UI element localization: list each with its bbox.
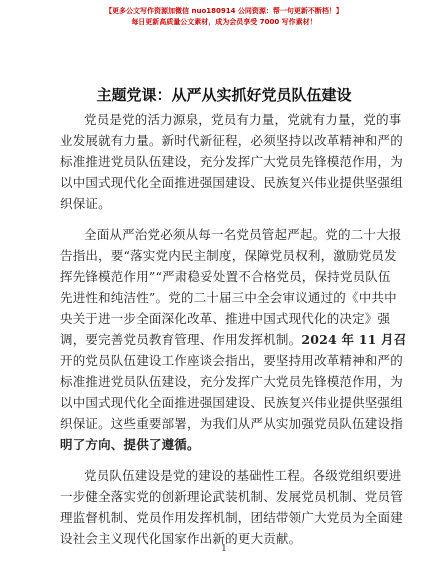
- text-line: 织保证。: [60, 196, 111, 211]
- text-segment: 调，要完善党员教育管理、作用发挥机制。: [60, 332, 302, 347]
- watermark-banner: [0, 6, 448, 28]
- text-line: 一步健全落实党的创新理论武装机制、发展党员机制、党员管: [60, 489, 403, 504]
- text-line: 织保证。这些重要部署，为我们从严从实加强党员队伍建设指: [60, 416, 403, 431]
- document-body: [60, 109, 407, 549]
- text-line: 央关于进一步全面深化改革、推进中国式现代化的决定》强: [60, 311, 391, 326]
- text-line: 理监督机制、党员作用发挥机制，团结带领广大党员为全面建: [60, 510, 403, 525]
- text-line: 以中国式现代化全面推进强国建设、民族复兴伟业提供坚强组: [60, 175, 403, 190]
- text-line: 先进性和纯洁性”。党的二十届三中全会审议通过的《中共中: [60, 290, 397, 305]
- text-line: 业发展就有力量。新时代新征程，必须坚持以改革精神和严的: [60, 133, 403, 148]
- text-line: 标准推进党员队伍建设，充分发挥广大党员先锋模范作用，为: [60, 154, 403, 169]
- page-title: 主题党课：从严从实抓好党员队伍建设: [96, 86, 352, 104]
- banner-line-1: 【更多公文写作资源加微信 nuo180914 公同资源：帮一句更新不断档！】: [105, 7, 343, 15]
- text-line: 告指出，要“落实党内民主制度，保障党员权利，激励党员发: [60, 248, 397, 263]
- text-line: 开的党员队伍建设工作座谈会指出，要坚持用改革精神和严的: [60, 353, 403, 368]
- text-line: 党员队伍建设是党的建设的基础性工程。各级党组织要进: [84, 468, 402, 483]
- text-line: 以中国式现代化全面推进强国建设、民族复兴伟业提供坚强组: [60, 395, 403, 410]
- text-line: 挥先锋模范作用”“严肃稳妥处置不合格党员，保持党员队伍: [60, 269, 391, 284]
- bold-date-phrase: 2024 年 11 月召: [301, 332, 407, 347]
- text-line: 标准推进党员队伍建设，充分发挥广大党员先锋模范作用，为: [60, 374, 403, 389]
- text-line: 全面从严治党必须从每一名党员管起严起。党的二十大报: [84, 227, 402, 242]
- paragraph-1: [60, 109, 403, 214]
- banner-line-2: 每日更新高质量公文素材，成为会员享受 7000 写作素材！: [131, 18, 317, 26]
- text-line: [60, 329, 407, 350]
- text-line: 设社会主义现代化国家作出新的更大贡献。: [60, 531, 302, 546]
- page-number: 1: [221, 544, 227, 554]
- paragraph-3: [60, 465, 403, 549]
- bold-line: 明了方向、提供了遵循。: [60, 437, 200, 452]
- text-line: 党员是党的活力源泉，党员有力量，党就有力量，党的事: [84, 112, 402, 127]
- paragraph-2: [60, 224, 407, 455]
